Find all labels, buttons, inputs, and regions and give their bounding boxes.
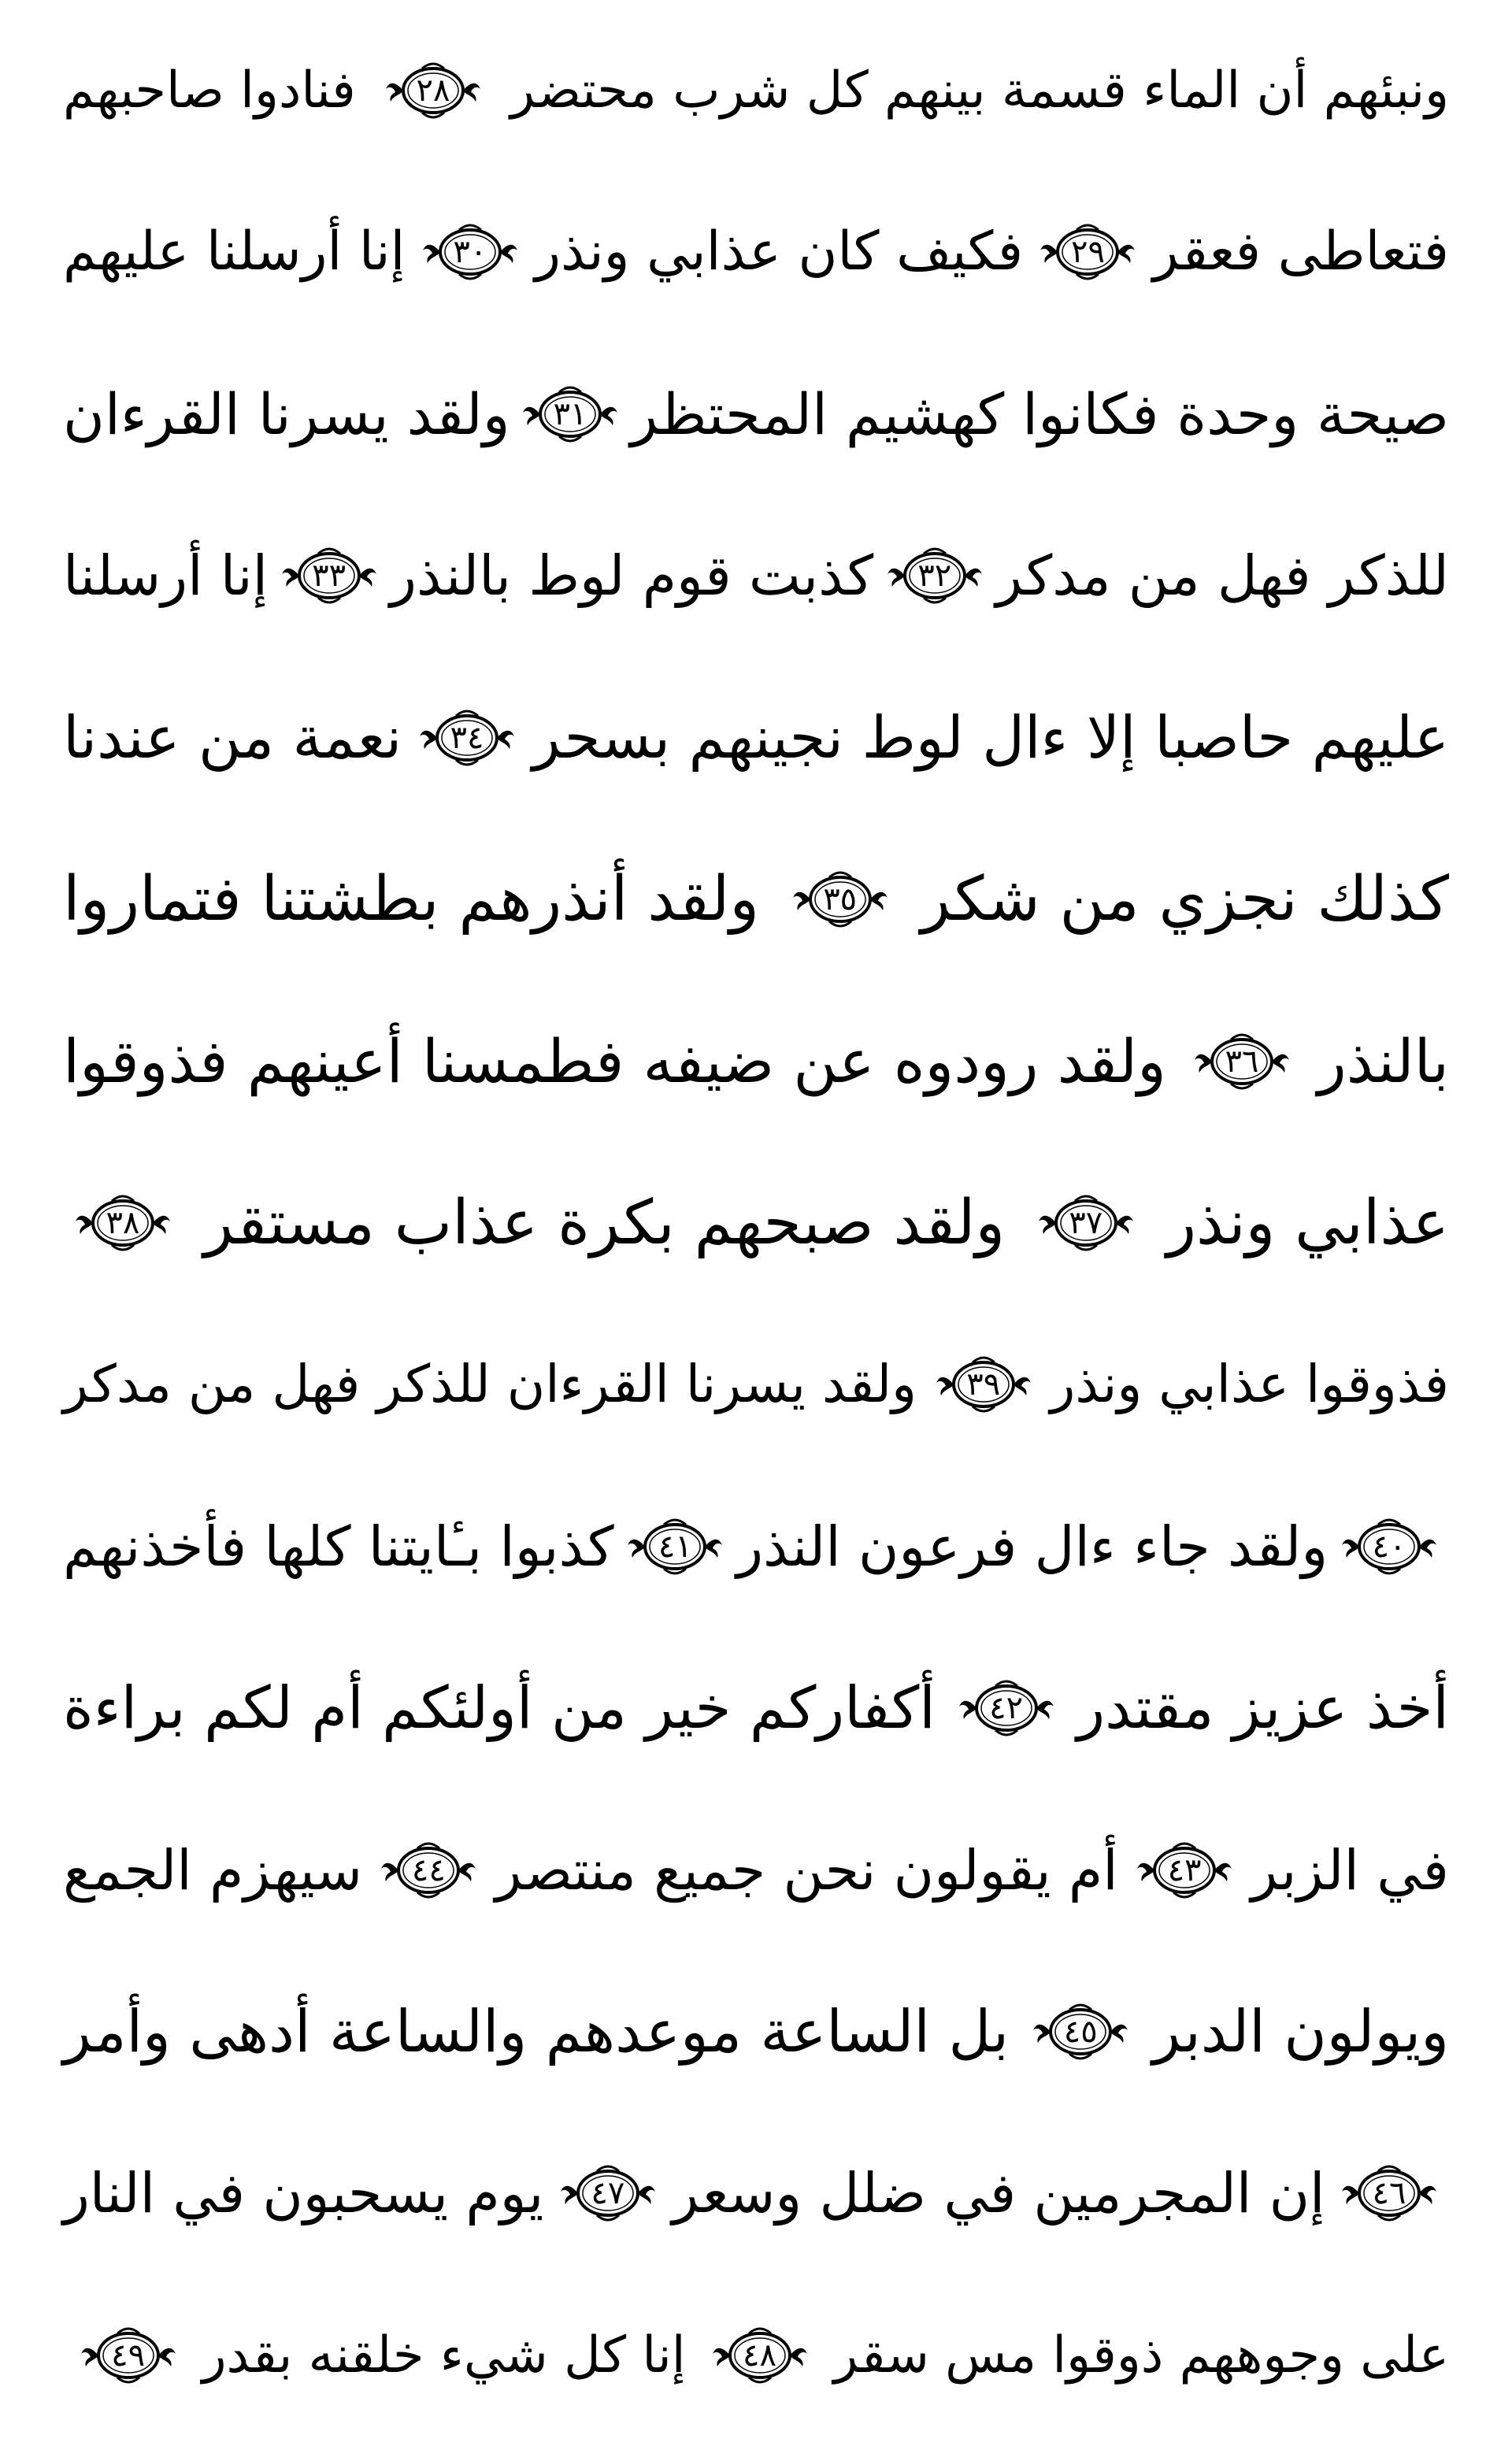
ayah-number-marker xyxy=(708,2322,812,2389)
verse-text: ولقد صبحهم بكرة عذاب مستقر xyxy=(203,1187,1006,1258)
text-line xyxy=(63,1164,1449,1282)
verse-text: كذلك نجزي من شكر xyxy=(921,864,1449,936)
ayah-number-marker xyxy=(623,1514,727,1580)
text-line xyxy=(63,1002,1449,1121)
verse-text: على وجوههم ذوقوا مس سقر xyxy=(833,2326,1449,2385)
ayah-number-marker xyxy=(376,1837,480,1903)
verse-text: بالنذر xyxy=(1317,1025,1449,1096)
text-line xyxy=(63,2134,1449,2252)
verse-text: أخذ عزيز مقتدر xyxy=(1077,1674,1449,1743)
verse-text: للذكر فهل من مدكر xyxy=(995,543,1449,609)
ayah-number: ٤٨ xyxy=(743,2337,776,2374)
verse-text: ولقد جاء ءال فرعون النذر xyxy=(736,1514,1329,1579)
ayah-number: ٤٦ xyxy=(1372,2175,1406,2212)
text-line xyxy=(63,517,1449,635)
text-line xyxy=(63,1649,1449,1767)
ayah-number-marker xyxy=(556,2160,660,2226)
ayah-number: ٤٢ xyxy=(989,1690,1024,1727)
verse-text: فكيف كان عذابي ونذر xyxy=(535,221,1024,284)
text-line xyxy=(63,1973,1449,2091)
ayah-number-marker xyxy=(418,219,522,285)
ayah-number-marker xyxy=(518,381,622,447)
verse-text: ولقد يسرنا القرءان للذكر فهل من مدكر xyxy=(63,1354,917,1415)
verse-text: أكفاركم خير من أولئكم أم لكم براءة xyxy=(63,1674,936,1743)
text-line xyxy=(63,1325,1449,1444)
ayah-number: ٣٤ xyxy=(450,719,484,756)
ayah-number-marker xyxy=(932,1351,1036,1418)
ayah-number: ٢٩ xyxy=(1070,234,1105,271)
ayah-number: ٤١ xyxy=(658,1528,692,1565)
verse-text: عليهم حاصبا إلا ءال لوط نجينهم بسحر xyxy=(532,703,1449,772)
ayah-number-marker xyxy=(1034,1190,1138,1256)
ayah-number: ٣٧ xyxy=(1069,1204,1103,1241)
verse-text: ونبئهم أن الماء قسمة بينهم كل شرب محتضر xyxy=(510,61,1449,120)
verse-text: كذبوا بـٔايتنا كلها فأخذنهم xyxy=(63,1514,614,1579)
ayah-number: ٤٩ xyxy=(111,2337,146,2374)
verse-text: فنادوا صاحبهم xyxy=(63,61,356,120)
verse-text: سيهزم الجمع xyxy=(63,1837,362,1903)
ayah-number-marker xyxy=(1132,1837,1236,1903)
verse-text: كذبت قوم لوط بالنذر xyxy=(390,543,874,609)
ayah-number: ٤٠ xyxy=(1372,1528,1406,1565)
verse-text: إنا أرسلنا xyxy=(63,543,269,609)
ayah-number: ٣٢ xyxy=(917,558,952,595)
verse-text: عذابي ونذر xyxy=(1166,1187,1449,1258)
text-line xyxy=(63,2296,1449,2414)
ayah-number-marker xyxy=(1028,1999,1132,2065)
text-line xyxy=(63,193,1449,311)
ayah-number-marker xyxy=(71,1190,175,1256)
verse-text: ويولون الدبر xyxy=(1152,1998,1449,2066)
text-line xyxy=(63,355,1449,473)
verse-text: ولقد أنذرهم بطشتنا فتماروا xyxy=(63,864,760,936)
text-line xyxy=(63,679,1449,797)
verse-text: أم يقولون نحن جميع منتصر xyxy=(495,1837,1118,1903)
ayah-number: ٤٥ xyxy=(1063,2014,1098,2051)
verse-text: ولقد رودوه عن ضيفه فطمسنا أعينهم فذوقوا xyxy=(63,1025,1166,1096)
ayah-number-marker xyxy=(76,2322,180,2389)
text-line xyxy=(63,840,1449,958)
ayah-number: ٣٠ xyxy=(453,234,487,271)
ayah-number-marker xyxy=(1337,2160,1441,2226)
text-line xyxy=(63,1488,1449,1606)
ayah-number-marker xyxy=(954,1675,1058,1741)
verse-text: في الزبر xyxy=(1251,1837,1449,1903)
ayah-number: ٤٧ xyxy=(591,2175,625,2212)
text-line xyxy=(63,1811,1449,1929)
ayah-number: ٢٨ xyxy=(416,72,450,109)
ayah-number: ٣٨ xyxy=(106,1204,140,1241)
verse-text: بل الساعة موعدهم والساعة أدهى وأمر xyxy=(63,1998,1010,2066)
verse-text: إنا كل شيء خلقنه بقدر xyxy=(202,2326,686,2385)
verse-text: إن المجرمين في ضلل وسعر xyxy=(672,2161,1325,2226)
ayah-number: ٣٥ xyxy=(823,881,858,918)
ayah-number-marker xyxy=(788,866,892,932)
verse-text: ولقد يسرنا القرءان xyxy=(63,380,510,447)
text-line xyxy=(63,32,1449,150)
verse-text: نعمة من عندنا xyxy=(63,703,402,772)
verse-text: فذوقوا عذابي ونذر xyxy=(1050,1354,1449,1415)
ayah-number-marker xyxy=(415,705,519,771)
verse-text: إنا أرسلنا عليهم xyxy=(63,221,406,284)
ayah-number: ٤٣ xyxy=(1167,1851,1202,1888)
ayah-number-marker xyxy=(381,57,485,124)
ayah-number: ٣٦ xyxy=(1225,1043,1259,1080)
ayah-number: ٣٣ xyxy=(312,558,346,595)
ayah-number: ٣١ xyxy=(553,395,587,432)
verse-text: فتعاطى فعقر xyxy=(1152,221,1449,284)
ayah-number-marker xyxy=(277,543,381,609)
verse-text: يوم يسحبون في النار xyxy=(63,2161,544,2226)
ayah-number-marker xyxy=(1337,1514,1441,1580)
verse-text: صيحة وحدة فكانوا كهشيم المحتظر xyxy=(630,380,1449,447)
ayah-number-marker xyxy=(1036,219,1140,285)
ayah-number-marker xyxy=(883,543,987,609)
ayah-number: ٣٩ xyxy=(966,1366,1001,1403)
ayah-number-marker xyxy=(1190,1028,1294,1095)
ayah-number: ٤٤ xyxy=(411,1851,446,1888)
